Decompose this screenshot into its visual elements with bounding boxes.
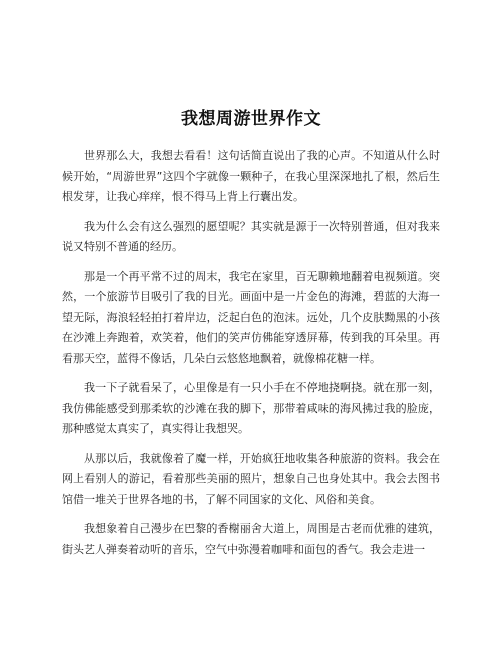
article-body: [62, 146, 440, 569]
page-title: 我想周游世界作文: [181, 109, 321, 129]
paragraph-3: 那是一个再平常不过的周末，我宅在家里，百无聊赖地翻着电视频道。突然，一个旅游节目吸引了我的目光。画面中是一片金色的海滩，碧蓝的大海一望无际，海浪轻轻拍打着岸边，泛起白色的泡沫。远处，几个皮肤黝黑的小孩在沙滩上奔跑着，欢笑着，他们的笑声仿佛能穿透屏幕，传到我的耳朵里。再看那天空，蓝得不像话，几朵白云悠悠地飘着，就像棉花糖一样。: [62, 269, 440, 365]
paragraph-4: 我一下子就看呆了，心里像是有一只小手在不停地挠啊挠。就在那一刻，我仿佛能感受到那柔软的沙滩在我的脚下，那带着咸味的海风拂过我的脸庞，那种感觉太真实了，真实得让我想哭。: [62, 381, 440, 435]
paragraph-5: 从那以后，我就像着了魔一样，开始疯狂地收集各种旅游的资料。我会在网上看别人的游记，看着那些美丽的照片，想象自己也身处其中。我会去图书馆借一堆关于世界各地的书，了解不同国家的文化、风俗和美食。: [62, 451, 440, 506]
paragraph-1: 世界那么大，我想去看看！这句话简直说出了我的心声。不知道从什么时候开始，“周游世界”这四个字就像一颗种子，在我心里深深地扎了根，然后生根发芽，让我心痒痒，恨不得马上背上行囊出发。: [62, 149, 440, 203]
paragraph-6: 我想象着自己漫步在巴黎的香榭丽舍大道上，周围是古老而优雅的建筑，街头艺人弹奏着动听的音乐，空气中弥漫着咖啡和面包的香气。我会走进一: [62, 522, 440, 556]
paragraph-2: 我为什么会有这么强烈的愿望呢？其实就是源于一次特别普通，但对我来说又特别不普通的经历。: [62, 219, 440, 253]
